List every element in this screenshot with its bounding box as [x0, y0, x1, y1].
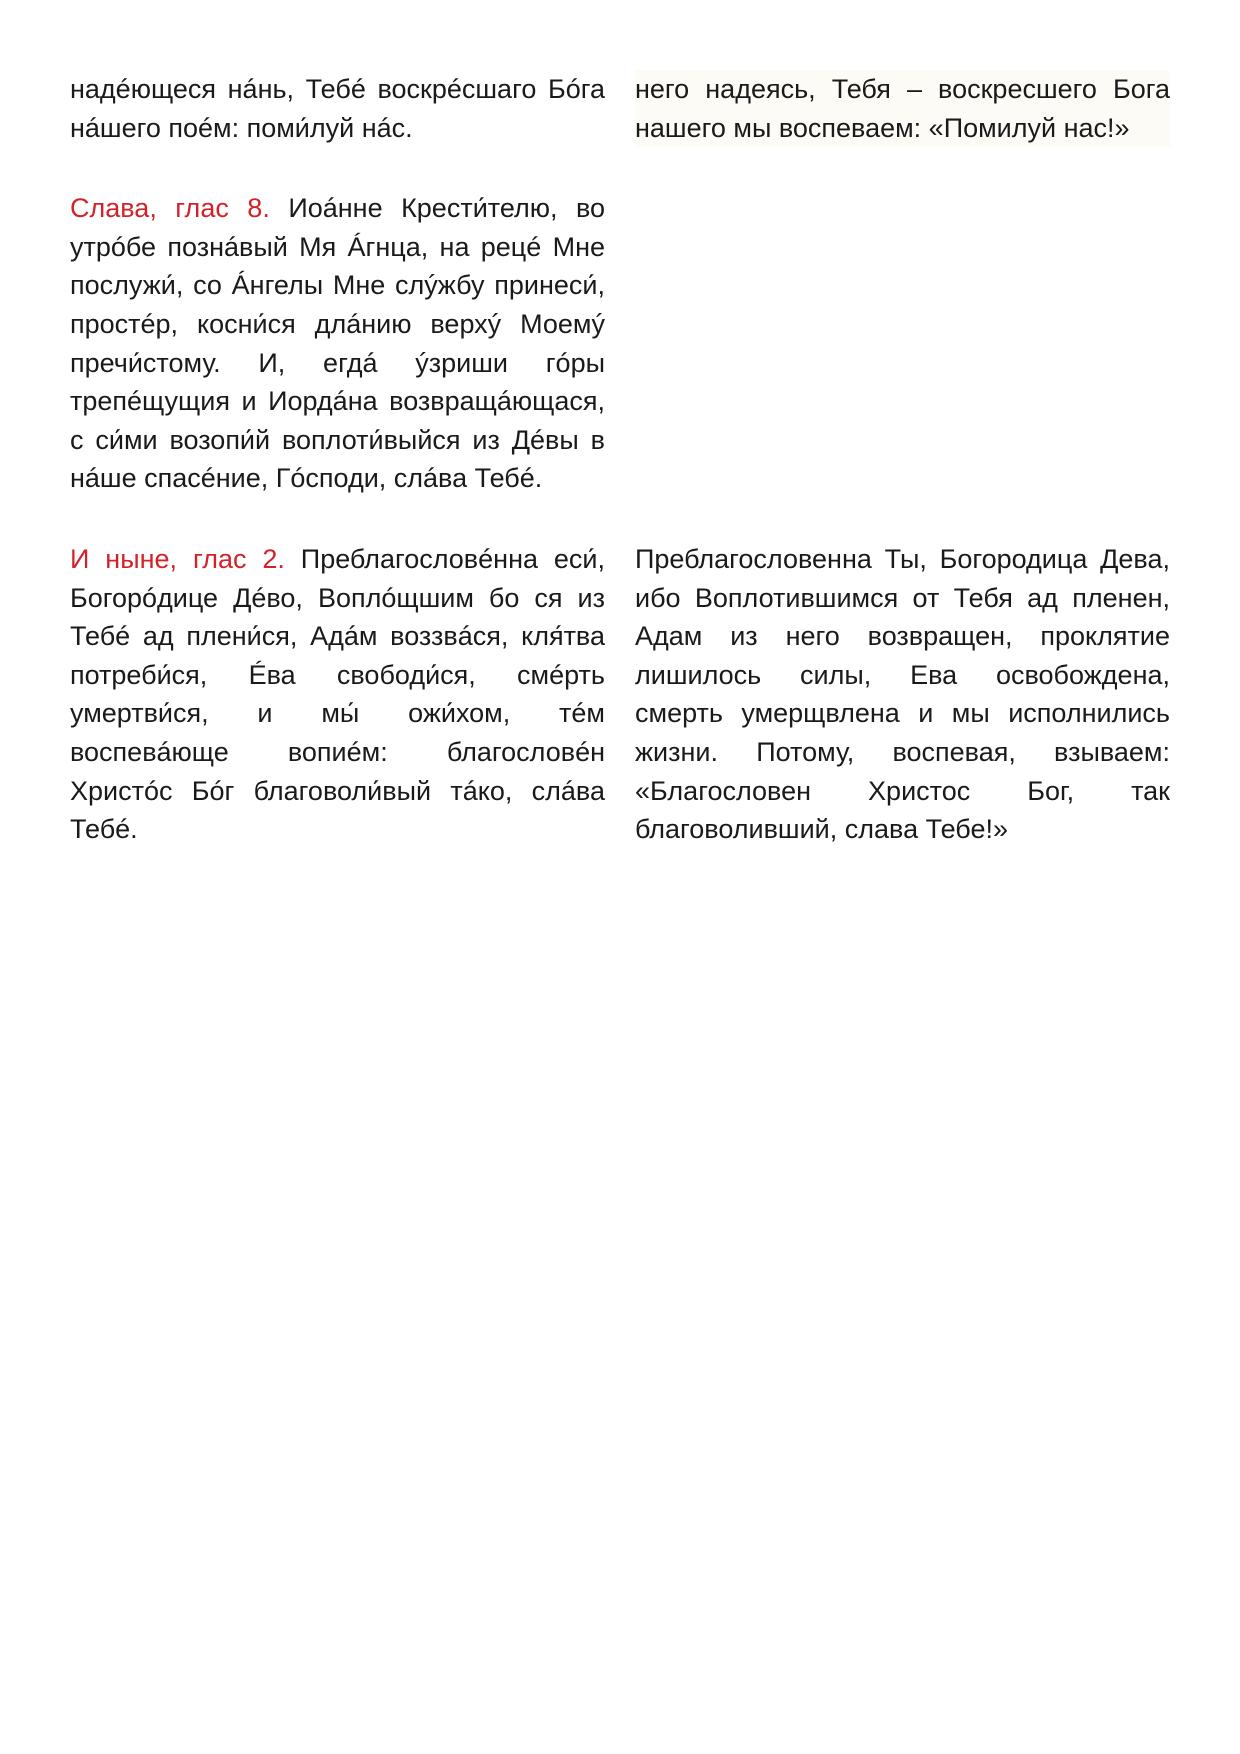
church-slavonic-text	[70, 189, 605, 498]
slavonic-paragraph: Преблагословéнна еси́, Богорóдице Дéво, Воплóщшим бо ся из Тебé ад плени́ся, Адáм воззвáся, кля́тва потреби́ся, Éва свободи́ся, смéрть умертви́ся, и мы́ ожи́хом, тéм воспевáюще вопиéм: благословéн Христóс Бóг благоволи́вый тáко, слáва Тебé.	[70, 543, 605, 845]
text-row	[70, 70, 1170, 147]
church-slavonic-text	[70, 540, 605, 849]
russian-translation	[635, 189, 1170, 498]
text-row	[70, 189, 1170, 498]
russian-translation	[635, 540, 1170, 849]
russian-paragraph: него надеясь, Тебя – воскресшего Бога нашего мы воспеваем: «Помилуй нас!»	[635, 74, 1170, 143]
page	[70, 70, 1170, 891]
text-row	[70, 540, 1170, 849]
section-label: Слава, глас 8.	[70, 193, 270, 224]
russian-paragraph: Преблагословенна Ты, Богородица Дева, ибо Воплотившимся от Тебя ад пленен, Адам из него возвращен, проклятие лишилось силы, Ева освобождена, смерть умерщвлена и мы исполнились жизни. Потому, воспевая, взываем: «Благословен Христос Бог, так благоволивший, слава Тебе!»	[635, 543, 1170, 845]
slavonic-paragraph: Иоáнне Крести́телю, во утрóбе познáвый Мя Áгнца, на рецé Мне послужи́, со Áнгелы Мне слýжбу принеси́, простéр, косни́ся длáнию верхý Моемý пречи́стому. И, егдá ýзриши гóры трепéщущия и Иордáна возвращáющася, с си́ми возопи́й воплоти́выйся из Дéвы в нáше спасéние, Гóсподи, слáва Тебé.	[70, 193, 605, 494]
church-slavonic-text	[70, 70, 605, 147]
slavonic-paragraph: надéющеся нáнь, Тебé воскрéсшаго Бóга нáшего поéм: поми́луй нáс.	[70, 74, 605, 143]
section-label: И ныне, глас 2.	[70, 543, 285, 574]
russian-translation	[635, 70, 1170, 147]
